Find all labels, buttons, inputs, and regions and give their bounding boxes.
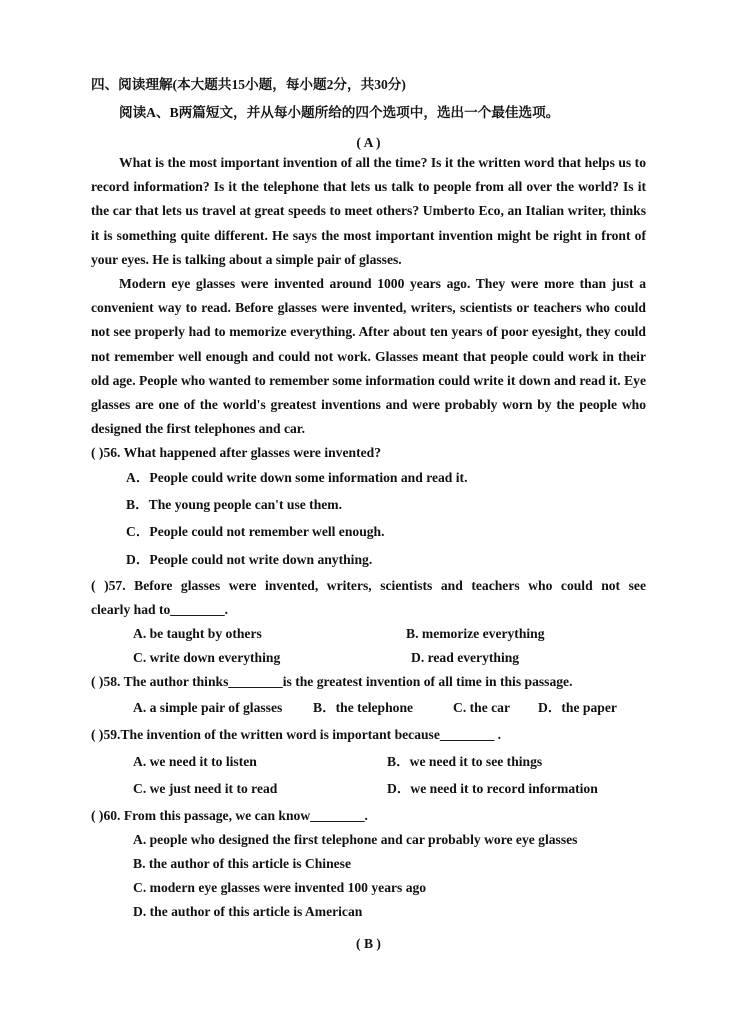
passage-b-label: ( B ) xyxy=(356,936,381,951)
question-59-option-b: B．we need it to see things xyxy=(387,754,543,769)
question-57-option-c: C. write down everything xyxy=(133,650,281,665)
question-56-stem: ( )56. What happened after glasses were invented? xyxy=(91,445,381,460)
passage-a-paragraph-2: Modern eye glasses were invented around 1000 years ago. They were more than just a convenient way to read. Before glasses were invented, writers, scientists or teachers who could not see properly had to memorize everything. After about ten years of poor eyesight, they could not remember well enough and could not work. Glasses meant that people could work in their old age. People who wanted to remember some information could write it down and read it. Eye glasses are one of the world's greatest inventions and were probably worn by the people who designed the first telephones and car. xyxy=(91,276,646,437)
question-56-option-a: A．People could write down some information and read it. xyxy=(126,470,468,485)
passage-a-label: ( A ) xyxy=(356,135,381,150)
question-57-option-b: B. memorize everything xyxy=(406,626,545,641)
question-57-stem-line-2: clearly had to________. xyxy=(91,602,229,617)
question-59-option-d: D．we need it to record information xyxy=(387,781,598,796)
question-56-option-b: B．The young people can't use them. xyxy=(126,497,343,512)
question-60-option-c: C. modern eye glasses were invented 100 years ago xyxy=(133,880,427,895)
question-59-stem: ( )59.The invention of the written word is important because________ . xyxy=(91,727,502,742)
question-60-option-a: A. people who designed the first telephone and car probably wore eye glasses xyxy=(133,832,578,847)
question-58-option-b: B．the telephone xyxy=(313,700,414,715)
question-58-option-c: C. the car xyxy=(453,700,510,715)
question-57-stem-line-1: ( )57. Before glasses were invented, writers, scientists and teachers who could not see xyxy=(91,578,646,593)
question-60-option-d: D. the author of this article is American xyxy=(133,904,363,919)
question-59-option-a: A. we need it to listen xyxy=(133,754,257,769)
question-57-option-a: A. be taught by others xyxy=(133,626,262,641)
question-60-option-b: B. the author of this article is Chinese xyxy=(133,856,351,871)
question-60-stem: ( )60. From this passage, we can know________. xyxy=(91,808,368,823)
section-heading: 四、阅读理解(本大题共15小题，每小题2分，共30分) xyxy=(91,77,406,92)
question-56-option-d: D．People could not write down anything. xyxy=(126,552,373,567)
passage-a-paragraph-1: What is the most important invention of all the time? Is it the written word that helps us to record information? Is it the telephone that lets us talk to people from all over the world? Is it the car that lets us travel at great speeds to meet others? Umberto Eco, an Italian writer, thinks it is something quite different. He says the most important invention might be right in front of your eyes. He is talking about a simple pair of glasses. xyxy=(91,155,646,267)
question-58-stem: ( )58. The author thinks________is the greatest invention of all time in this passage. xyxy=(91,674,573,689)
section-instruction: 阅读A、B两篇短文，并从每小题所给的四个选项中，选出一个最佳选项。 xyxy=(119,105,560,120)
question-59-option-c: C. we just need it to read xyxy=(133,781,278,796)
passage-a-text xyxy=(91,151,646,441)
question-56-option-c: C．People could not remember well enough. xyxy=(126,524,385,539)
question-57-option-d: D. read everything xyxy=(411,650,520,665)
question-58-option-d: D．the paper xyxy=(538,700,617,715)
question-58-option-a: A. a simple pair of glasses xyxy=(133,700,283,715)
